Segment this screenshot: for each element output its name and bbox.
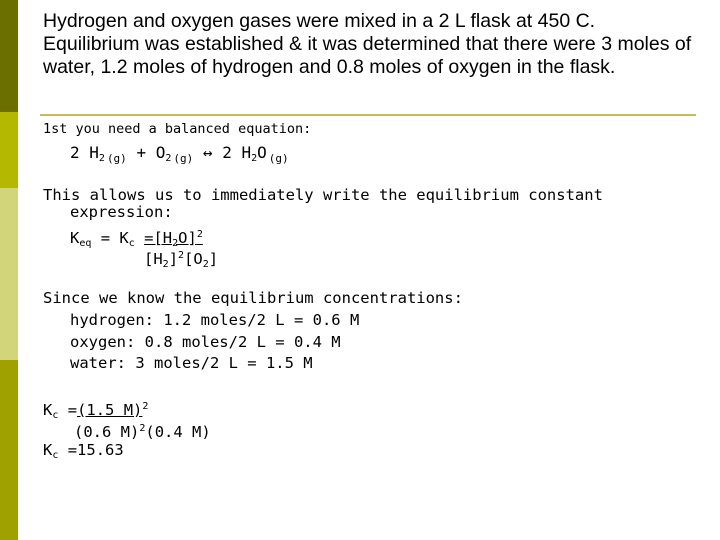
- equilibrium-arrow-icon: ↔: [202, 143, 213, 162]
- eq-h2: 2 H: [70, 143, 99, 162]
- kc-den1: (0.6 M): [74, 423, 140, 441]
- eq-h2o-sub: 2: [251, 153, 258, 164]
- keq-sub: eq: [79, 238, 92, 249]
- kc-result-k: K: [43, 441, 53, 459]
- keq-denominator: [144, 246, 218, 274]
- sidebar-segment-olive: [0, 112, 18, 188]
- kc-result-value: =15.63: [67, 441, 124, 459]
- title-divider: [40, 114, 696, 116]
- eq-o2-sub: 2: [165, 153, 172, 164]
- balanced-equation-note: 1st you need a balanced equation:: [43, 121, 312, 137]
- keq-den-o-close: ]: [208, 250, 219, 268]
- keq-den-h-close: ]: [168, 250, 179, 268]
- keq-den-o-sub: 2: [202, 259, 209, 270]
- keq-num-sub: 2: [172, 238, 179, 249]
- concentrations-intro: Since we know the equilibrium concentrations:: [43, 289, 463, 307]
- kc-numerator: (1.5 M): [77, 401, 143, 419]
- keq-den-h-sub: 2: [162, 259, 169, 270]
- keq-k: K: [70, 229, 80, 247]
- keq-num-open: =[H: [144, 229, 173, 247]
- eq-o2-state: (g): [173, 152, 194, 165]
- keq-kc-sub: c: [128, 238, 135, 249]
- kc-k: K: [43, 401, 53, 419]
- kc-result: [43, 441, 124, 465]
- sidebar-segment-dark: [0, 0, 18, 112]
- balanced-equation: [70, 143, 289, 165]
- kc-denominator-line: [74, 419, 211, 442]
- eq-h2o-state: (g): [268, 152, 289, 165]
- keq-num-o: O]: [178, 229, 197, 247]
- kc-sub: c: [52, 410, 59, 421]
- sidebar-segment-light: [0, 188, 18, 360]
- kc-result-sub: c: [52, 450, 59, 461]
- slide-title: Hydrogen and oxygen gases were mixed in a 2 L flask at 450 C. Equilibrium was established & it was determined that there were 3 moles of water, 1.2 moles of hydrogen and 0.8 moles of oxygen in the flask.: [43, 10, 692, 78]
- oxygen-concentration: oxygen: 0.8 moles/2 L = 0.4 M: [70, 333, 341, 351]
- kc-den2: (0.4 M): [145, 423, 211, 441]
- expression-intro-line1: This allows us to immediately write the equilibrium constant: [43, 186, 603, 204]
- eq-h2o-o: O: [257, 143, 267, 162]
- hydrogen-concentration: hydrogen: 1.2 moles/2 L = 0.6 M: [70, 311, 360, 329]
- sidebar-segment-mid: [0, 360, 18, 540]
- keq-equals-k: = K: [100, 229, 129, 247]
- eq-h2o: 2 H: [222, 143, 252, 162]
- keq-num-sup: 2: [196, 229, 203, 240]
- expression-intro-line2: expression:: [70, 203, 173, 221]
- kc-equals: =: [67, 401, 78, 419]
- kc-den1-sup: 2: [139, 423, 146, 434]
- keq-den-h-sup: 2: [178, 250, 185, 261]
- keq-den-h: [H: [144, 250, 163, 268]
- eq-o2: + O: [136, 143, 166, 162]
- water-concentration: water: 3 moles/2 L = 1.5 M: [70, 354, 313, 372]
- keq-den-o: [O: [184, 250, 203, 268]
- slide-sidebar: [0, 0, 18, 540]
- keq-numerator: [144, 229, 203, 247]
- eq-h2-sub: 2: [98, 153, 105, 164]
- kc-num-sup: 2: [142, 401, 149, 412]
- eq-h2-state: (g): [106, 152, 127, 165]
